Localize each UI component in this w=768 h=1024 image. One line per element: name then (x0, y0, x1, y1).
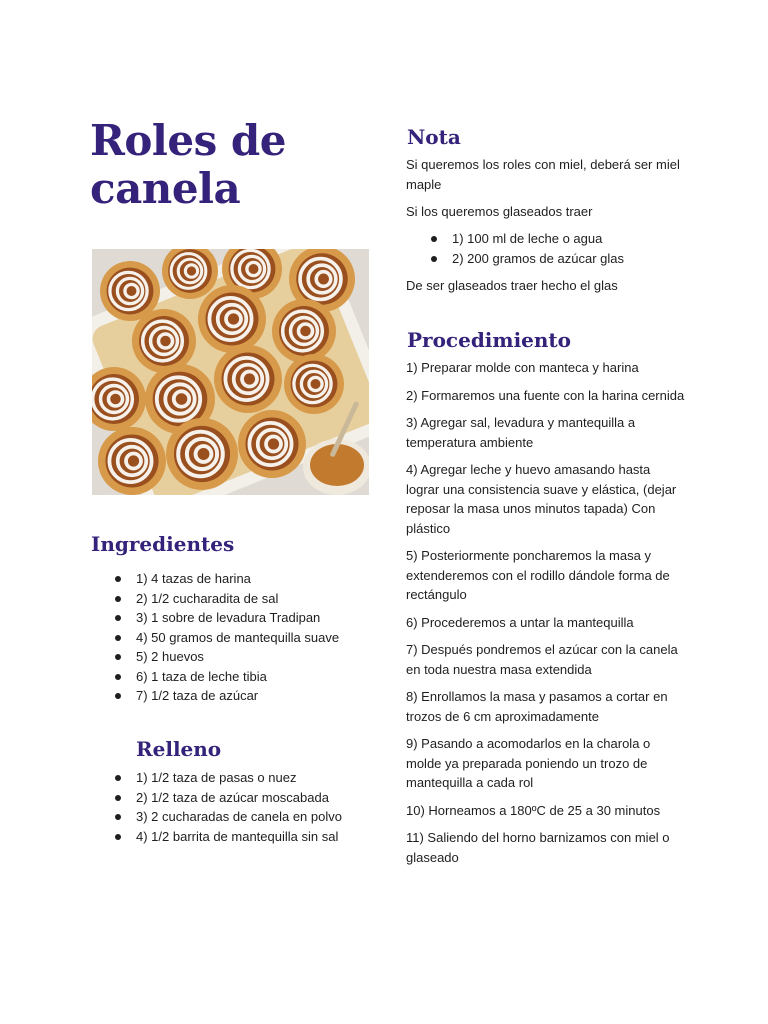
list-item: 5) 2 huevos (101, 647, 371, 667)
relleno-list (101, 768, 371, 846)
cinnamon-roll-shape (132, 309, 196, 373)
list-item: 1) 1/2 taza de pasas o nuez (101, 768, 371, 788)
nota-paragraph: De ser glaseados traer hecho el glas (406, 278, 618, 293)
list-item: 1) 4 tazas de harina (101, 569, 371, 589)
list-item: 3) 2 cucharadas de canela en polvo (101, 807, 371, 827)
list-item: 2) 1/2 taza de azúcar moscabada (101, 788, 371, 808)
nota-paragraph: Si queremos los roles con miel, deberá ser miel maple (406, 157, 680, 192)
procedimiento-steps (406, 358, 686, 875)
step: 3) Agregar sal, levadura y mantequilla a temperatura ambiente (406, 415, 636, 450)
cinnamon-roll-shape (284, 354, 344, 414)
list-item: 1) 100 ml de leche o agua (417, 229, 697, 249)
list-item: 2) 200 gramos de azúcar glas (417, 249, 697, 269)
cinnamon-roll-shape (214, 345, 282, 413)
list-item: 6) 1 taza de leche tibia (101, 667, 371, 687)
cinnamon-roll-shape (98, 427, 166, 495)
relleno-heading: Relleno (136, 737, 222, 761)
list-item: 2) 1/2 cucharadita de sal (101, 589, 371, 609)
nota-heading: Nota (407, 125, 461, 149)
step: 8) Enrollamos la masa y pasamos a cortar en trozos de 6 cm aproximadamente (406, 689, 668, 724)
cinnamon-roll-shape (272, 299, 336, 363)
step: 9) Pasando a acomodarlos en la charola o molde ya preparada poniendo un trozo de mantequilla a cada rol (406, 736, 651, 790)
page-title: Roles de canela (90, 116, 286, 213)
step: 4) Agregar leche y huevo amasando hasta lograr una consistencia suave y elástica, (dejar reposar la masa unos minutos tapada) Con plástico (406, 462, 677, 536)
step: 6) Procederemos a untar la mantequilla (406, 614, 634, 630)
cinnamon-rolls-photo (92, 249, 369, 495)
step: 2) Formaremos una fuente con la harina cernida (406, 387, 685, 403)
step: 5) Posteriormente poncharemos la masa y extenderemos con el rodillo dándole forma de rectángulo (406, 548, 670, 602)
ingredientes-list (101, 569, 371, 706)
step: 7) Después pondremos el azúcar con la canela en toda nuestra masa extendida (406, 642, 678, 677)
cinnamon-roll-shape (166, 418, 238, 490)
nota-list (417, 229, 697, 268)
list-item: 4) 1/2 barrita de mantequilla sin sal (101, 827, 371, 847)
list-item: 3) 1 sobre de levadura Tradipan (101, 608, 371, 628)
step: 1) Preparar molde con manteca y harina (406, 360, 639, 375)
cinnamon-roll-shape (238, 410, 306, 478)
list-item: 4) 50 gramos de mantequilla suave (101, 628, 371, 648)
step: 10) Horneamos a 180ºC de 25 a 30 minutos (406, 802, 661, 818)
step: 11) Saliendo del horno barnizamos con miel o glaseado (406, 830, 670, 865)
nota-closing (406, 276, 686, 304)
nota-paragraph: Si los queremos glaseados traer (406, 204, 593, 219)
cinnamon-roll-shape (198, 285, 266, 353)
procedimiento-heading: Procedimiento (407, 328, 572, 352)
list-item: 7) 1/2 taza de azúcar (101, 686, 371, 706)
ingredientes-heading: Ingredientes (91, 532, 235, 556)
nota-text (406, 155, 686, 230)
